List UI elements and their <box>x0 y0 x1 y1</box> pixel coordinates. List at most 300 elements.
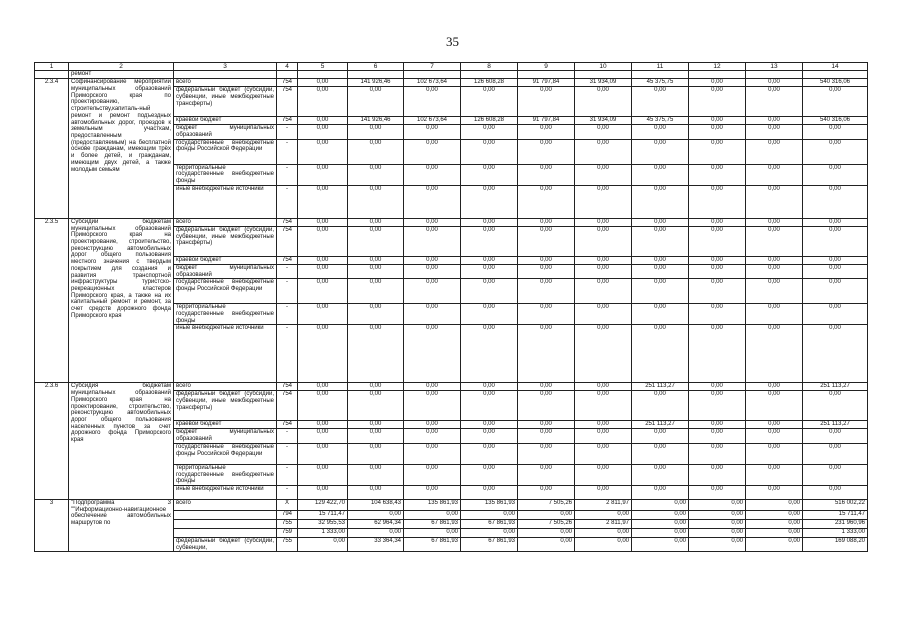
amount-cell: 0,00 <box>689 443 746 464</box>
amount-cell: 0,00 <box>746 139 803 164</box>
amount-cell: 0,00 <box>348 226 404 256</box>
amount-cell: 0,00 <box>632 464 689 485</box>
amount-cell: 251 113,27 <box>803 383 868 391</box>
amount-cell: 0,00 <box>348 429 404 443</box>
amount-cell: 0,00 <box>348 304 404 325</box>
amount-cell: 0,00 <box>746 391 803 421</box>
item-number: 2.3.5 <box>35 218 69 383</box>
column-header: 14 <box>803 63 868 71</box>
amount-cell: 135 861,93 <box>404 500 461 511</box>
amount-cell: 0,00 <box>518 421 575 429</box>
amount-cell: 0,00 <box>689 486 746 500</box>
amount-cell: 540 316,06 <box>803 79 868 87</box>
funding-source: бюджет муниципальных образований <box>174 264 277 278</box>
amount-cell: 0,00 <box>298 218 348 226</box>
amount-cell: 0,00 <box>404 486 461 500</box>
column-header: 7 <box>404 63 461 71</box>
funding-source: иные внебюджетные источники <box>174 185 277 218</box>
amount-cell: 0,00 <box>298 304 348 325</box>
amount-cell: 33 364,34 <box>348 538 404 552</box>
amount-cell: 0,00 <box>404 264 461 278</box>
amount-cell: 0,00 <box>404 391 461 421</box>
amount-cell: 102 673,64 <box>404 79 461 87</box>
column-header: 13 <box>746 63 803 71</box>
amount-cell: 0,00 <box>632 256 689 264</box>
department-code: - <box>277 464 298 485</box>
table-row <box>35 218 868 226</box>
amount-cell: 0,00 <box>689 421 746 429</box>
amount-cell: 0,00 <box>689 164 746 185</box>
department-code: - <box>277 304 298 325</box>
amount-cell: 0,00 <box>404 443 461 464</box>
amount-cell: 0,00 <box>575 279 632 304</box>
empty-cell <box>803 71 868 79</box>
funding-source: краевой бюджет <box>174 256 277 264</box>
funding-source: территориальные государственные внебюджетные фонды <box>174 164 277 185</box>
amount-cell: 0,00 <box>746 304 803 325</box>
amount-cell: 0,00 <box>689 429 746 443</box>
amount-cell: 135 861,93 <box>461 500 518 511</box>
department-code: - <box>277 139 298 164</box>
department-code: 754 <box>277 226 298 256</box>
amount-cell: 0,00 <box>746 185 803 218</box>
amount-cell: 0,00 <box>518 464 575 485</box>
department-code: - <box>277 486 298 500</box>
department-code: 754 <box>277 391 298 421</box>
amount-cell: 0,00 <box>689 79 746 87</box>
amount-cell: 0,00 <box>632 538 689 552</box>
amount-cell: 0,00 <box>746 443 803 464</box>
amount-cell: 0,00 <box>404 87 461 117</box>
department-code: - <box>277 264 298 278</box>
department-code: 754 <box>277 117 298 125</box>
amount-cell: 0,00 <box>348 256 404 264</box>
amount-cell: 0,00 <box>461 218 518 226</box>
amount-cell: 0,00 <box>803 486 868 500</box>
funding-source: всего <box>174 218 277 226</box>
amount-cell: 0,00 <box>689 391 746 421</box>
amount-cell: 0,00 <box>632 500 689 511</box>
funding-source: территориальные государственные внебюджетные фонды <box>174 464 277 485</box>
amount-cell: 0,00 <box>689 125 746 139</box>
amount-cell: 0,00 <box>461 325 518 383</box>
amount-cell: 91 797,84 <box>518 117 575 125</box>
amount-cell: 0,00 <box>575 464 632 485</box>
empty-cell <box>298 71 348 79</box>
amount-cell: 0,00 <box>518 256 575 264</box>
amount-cell: 0,00 <box>348 486 404 500</box>
amount-cell: 0,00 <box>689 226 746 256</box>
amount-cell: 0,00 <box>404 511 461 520</box>
amount-cell: 0,00 <box>803 325 868 383</box>
amount-cell: 0,00 <box>298 117 348 125</box>
amount-cell: 0,00 <box>632 125 689 139</box>
amount-cell: 0,00 <box>518 185 575 218</box>
column-header: 4 <box>277 63 298 71</box>
amount-cell: 0,00 <box>298 125 348 139</box>
amount-cell: 0,00 <box>348 87 404 117</box>
amount-cell: 0,00 <box>518 529 575 538</box>
amount-cell: 0,00 <box>632 529 689 538</box>
department-code: - <box>277 429 298 443</box>
funding-source: иные внебюджетные источники <box>174 486 277 500</box>
amount-cell: 231 960,96 <box>803 520 868 529</box>
department-code: - <box>277 185 298 218</box>
amount-cell: 0,00 <box>404 429 461 443</box>
department-code: 755 <box>277 520 298 529</box>
amount-cell: 129 422,70 <box>298 500 348 511</box>
amount-cell: 0,00 <box>803 87 868 117</box>
amount-cell: 0,00 <box>803 218 868 226</box>
amount-cell: 141 926,46 <box>348 79 404 87</box>
department-code: - <box>277 279 298 304</box>
item-description: Софинансирование мероприятий муниципальных образований Приморского края по проектированию, строительству,капиталь-ный ремонт и ремонт подъездных автомобильных дорог, проездов к земельным участкам, предоставленным (предоставляемым) на бесплатной основе гражданам, имеющим трёх и более детей, и гражданам, имеющим двух детей, а также молодым семьям <box>69 79 174 219</box>
funding-source: краевой бюджет <box>174 117 277 125</box>
amount-cell: 0,00 <box>461 383 518 391</box>
amount-cell: 0,00 <box>632 218 689 226</box>
item-description: "Подпрограмма 3 ""Информационно-навигационное обеспечение автомобильных маршрутов по <box>69 500 174 552</box>
amount-cell: 0,00 <box>746 226 803 256</box>
amount-cell: 0,00 <box>632 87 689 117</box>
amount-cell: 0,00 <box>803 185 868 218</box>
amount-cell: 0,00 <box>746 538 803 552</box>
amount-cell: 0,00 <box>298 164 348 185</box>
amount-cell: 126 608,28 <box>461 117 518 125</box>
amount-cell: 0,00 <box>348 391 404 421</box>
amount-cell: 0,00 <box>404 279 461 304</box>
funding-source: территориальные государственные внебюджетные фонды <box>174 304 277 325</box>
amount-cell: 0,00 <box>348 218 404 226</box>
amount-cell: 0,00 <box>518 226 575 256</box>
amount-cell: 0,00 <box>575 511 632 520</box>
amount-cell: 67 861,93 <box>404 538 461 552</box>
amount-cell: 0,00 <box>348 139 404 164</box>
amount-cell: 0,00 <box>348 264 404 278</box>
amount-cell: 0,00 <box>348 443 404 464</box>
amount-cell: 0,00 <box>746 520 803 529</box>
amount-cell: 0,00 <box>689 218 746 226</box>
department-code: 755 <box>277 538 298 552</box>
amount-cell: 0,00 <box>298 185 348 218</box>
amount-cell: 0,00 <box>575 325 632 383</box>
amount-cell: 0,00 <box>298 486 348 500</box>
funding-source <box>174 511 277 520</box>
amount-cell: 0,00 <box>298 87 348 117</box>
column-header: 6 <box>348 63 404 71</box>
amount-cell: 0,00 <box>298 538 348 552</box>
amount-cell: 2 811,97 <box>575 520 632 529</box>
amount-cell: 0,00 <box>689 383 746 391</box>
amount-cell: 0,00 <box>746 256 803 264</box>
amount-cell: 0,00 <box>575 383 632 391</box>
department-code: X <box>277 500 298 511</box>
empty-cell <box>575 71 632 79</box>
column-header: 1 <box>35 63 69 71</box>
amount-cell: 0,00 <box>632 511 689 520</box>
column-header: 12 <box>689 63 746 71</box>
amount-cell: 0,00 <box>632 443 689 464</box>
funding-source <box>174 520 277 529</box>
amount-cell: 0,00 <box>518 125 575 139</box>
funding-source: федеральный бюджет (субсидии, субвенции, иные межбюджетные трансферты) <box>174 226 277 256</box>
amount-cell: 0,00 <box>575 421 632 429</box>
amount-cell: 0,00 <box>461 486 518 500</box>
amount-cell: 0,00 <box>803 139 868 164</box>
amount-cell: 0,00 <box>518 538 575 552</box>
department-code: - <box>277 125 298 139</box>
amount-cell: 0,00 <box>298 464 348 485</box>
amount-cell: 67 861,93 <box>461 520 518 529</box>
header-row <box>35 63 868 71</box>
amount-cell: 0,00 <box>575 87 632 117</box>
amount-cell: 0,00 <box>348 383 404 391</box>
amount-cell: 0,00 <box>575 164 632 185</box>
amount-cell: 0,00 <box>461 443 518 464</box>
department-code: 754 <box>277 421 298 429</box>
amount-cell: 0,00 <box>746 421 803 429</box>
amount-cell: 0,00 <box>518 304 575 325</box>
amount-cell: 0,00 <box>518 164 575 185</box>
funding-source: всего <box>174 383 277 391</box>
amount-cell: 0,00 <box>518 264 575 278</box>
amount-cell: 0,00 <box>575 125 632 139</box>
amount-cell: 141 926,46 <box>348 117 404 125</box>
amount-cell: 0,00 <box>575 256 632 264</box>
amount-cell: 0,00 <box>298 226 348 256</box>
funding-source: федеральный бюджет (субсидии, субвенции, иные межбюджетные трансферты) <box>174 87 277 117</box>
amount-cell: 0,00 <box>746 218 803 226</box>
amount-cell: 0,00 <box>689 256 746 264</box>
amount-cell: 0,00 <box>746 383 803 391</box>
amount-cell: 251 113,27 <box>803 421 868 429</box>
amount-cell: 0,00 <box>298 383 348 391</box>
amount-cell: 0,00 <box>575 529 632 538</box>
empty-cell <box>461 71 518 79</box>
funding-source: краевой бюджет <box>174 421 277 429</box>
amount-cell: 32 955,53 <box>298 520 348 529</box>
amount-cell: 0,00 <box>404 529 461 538</box>
amount-cell: 0,00 <box>632 164 689 185</box>
empty-cell <box>689 71 746 79</box>
amount-cell: 0,00 <box>746 511 803 520</box>
amount-cell: 0,00 <box>575 264 632 278</box>
amount-cell: 67 861,93 <box>461 538 518 552</box>
amount-cell: 0,00 <box>348 529 404 538</box>
amount-cell: 0,00 <box>632 325 689 383</box>
amount-cell: 0,00 <box>746 464 803 485</box>
carry-over-text: ремонт <box>69 71 174 79</box>
amount-cell: 0,00 <box>746 279 803 304</box>
amount-cell: 0,00 <box>632 279 689 304</box>
item-number: 2.3.6 <box>35 383 69 500</box>
amount-cell: 0,00 <box>575 486 632 500</box>
amount-cell: 0,00 <box>518 391 575 421</box>
amount-cell: 0,00 <box>461 279 518 304</box>
amount-cell: 0,00 <box>518 443 575 464</box>
department-code: - <box>277 443 298 464</box>
amount-cell: 0,00 <box>404 464 461 485</box>
amount-cell: 0,00 <box>298 279 348 304</box>
amount-cell: 0,00 <box>298 391 348 421</box>
empty-cell <box>35 71 69 79</box>
empty-cell <box>632 71 689 79</box>
amount-cell: 0,00 <box>803 429 868 443</box>
amount-cell: 0,00 <box>746 264 803 278</box>
column-header: 8 <box>461 63 518 71</box>
department-code: - <box>277 325 298 383</box>
amount-cell: 0,00 <box>575 429 632 443</box>
amount-cell: 7 505,26 <box>518 500 575 511</box>
amount-cell: 1 333,00 <box>803 529 868 538</box>
amount-cell: 0,00 <box>575 443 632 464</box>
empty-cell <box>404 71 461 79</box>
amount-cell: 0,00 <box>518 511 575 520</box>
table-row <box>35 383 868 391</box>
amount-cell: 0,00 <box>689 520 746 529</box>
amount-cell: 0,00 <box>803 226 868 256</box>
amount-cell: 31 934,09 <box>575 79 632 87</box>
amount-cell: 0,00 <box>746 87 803 117</box>
amount-cell: 0,00 <box>461 164 518 185</box>
amount-cell: 0,00 <box>348 125 404 139</box>
funding-source: федеральный бюджет (субсидии, субвенции, иные межбюджетные трансферты) <box>174 391 277 421</box>
amount-cell: 0,00 <box>689 117 746 125</box>
funding-source: федеральный бюджет (субсидии, субвенции, <box>174 538 277 552</box>
amount-cell: 0,00 <box>803 125 868 139</box>
amount-cell: 0,00 <box>461 256 518 264</box>
column-header: 2 <box>69 63 174 71</box>
item-description: Субсидии бюджетам муниципальных образований Приморского края на проектирование, строительство, реконструкцию автомобильных дорог общего пользования местного значения с твердым покрытием для создания и развития транспортной инфраструктуры туристско- рекреационных кластеров Приморского края, а также на их капитальный ремонт и ремонт, за счет средств дорожного фонда Приморского края <box>69 218 174 383</box>
funding-source: бюджет муниципальных образований <box>174 429 277 443</box>
amount-cell: 0,00 <box>518 325 575 383</box>
funding-source: всего <box>174 79 277 87</box>
department-code: 759 <box>277 529 298 538</box>
amount-cell: 0,00 <box>746 486 803 500</box>
amount-cell: 516 002,22 <box>803 500 868 511</box>
amount-cell: 0,00 <box>348 464 404 485</box>
amount-cell: 91 797,84 <box>518 79 575 87</box>
amount-cell: 0,00 <box>689 464 746 485</box>
amount-cell: 0,00 <box>348 279 404 304</box>
amount-cell: 0,00 <box>746 500 803 511</box>
amount-cell: 62 964,34 <box>348 520 404 529</box>
column-header: 5 <box>298 63 348 71</box>
amount-cell: 0,00 <box>689 325 746 383</box>
budget-table <box>34 62 868 552</box>
amount-cell: 0,00 <box>404 185 461 218</box>
amount-cell: 0,00 <box>461 429 518 443</box>
item-number: 3 <box>35 500 69 552</box>
amount-cell: 0,00 <box>298 429 348 443</box>
amount-cell: 0,00 <box>632 391 689 421</box>
amount-cell: 0,00 <box>632 304 689 325</box>
amount-cell: 15 711,47 <box>803 511 868 520</box>
amount-cell: 0,00 <box>689 511 746 520</box>
amount-cell: 0,00 <box>803 256 868 264</box>
amount-cell: 102 673,64 <box>404 117 461 125</box>
amount-cell: 0,00 <box>518 87 575 117</box>
amount-cell: 7 505,26 <box>518 520 575 529</box>
column-header: 3 <box>174 63 277 71</box>
amount-cell: 0,00 <box>461 226 518 256</box>
amount-cell: 0,00 <box>298 443 348 464</box>
amount-cell: 0,00 <box>298 139 348 164</box>
amount-cell: 0,00 <box>298 79 348 87</box>
amount-cell: 0,00 <box>404 226 461 256</box>
amount-cell: 0,00 <box>461 185 518 218</box>
amount-cell: 0,00 <box>348 325 404 383</box>
amount-cell: 0,00 <box>689 279 746 304</box>
amount-cell: 0,00 <box>575 218 632 226</box>
amount-cell: 0,00 <box>348 185 404 218</box>
item-description: Субсидия бюджетам муниципальных образований Приморского края на проектирование, строительство, реконструкцию автомобильных дорог общего пользования населенных пунктов за счет дорожного фонда Приморского края <box>69 383 174 500</box>
amount-cell: 540 316,06 <box>803 117 868 125</box>
empty-cell <box>518 71 575 79</box>
carry-over-row <box>35 71 868 79</box>
column-header: 11 <box>632 63 689 71</box>
amount-cell: 0,00 <box>746 79 803 87</box>
amount-cell: 251 113,27 <box>632 421 689 429</box>
amount-cell: 0,00 <box>404 139 461 164</box>
amount-cell: 15 711,47 <box>298 511 348 520</box>
column-header: 9 <box>518 63 575 71</box>
amount-cell: 0,00 <box>803 279 868 304</box>
amount-cell: 0,00 <box>575 226 632 256</box>
amount-cell: 0,00 <box>518 218 575 226</box>
amount-cell: 31 934,09 <box>575 117 632 125</box>
funding-source: бюджет муниципальных образований <box>174 125 277 139</box>
amount-cell: 0,00 <box>575 538 632 552</box>
amount-cell: 0,00 <box>348 511 404 520</box>
amount-cell: 0,00 <box>404 218 461 226</box>
empty-cell <box>348 71 404 79</box>
department-code: 754 <box>277 79 298 87</box>
amount-cell: 0,00 <box>689 185 746 218</box>
amount-cell: 0,00 <box>803 443 868 464</box>
amount-cell: 0,00 <box>461 511 518 520</box>
department-code: - <box>277 164 298 185</box>
amount-cell: 0,00 <box>575 391 632 421</box>
amount-cell: 0,00 <box>461 391 518 421</box>
amount-cell: 0,00 <box>803 164 868 185</box>
amount-cell: 0,00 <box>404 125 461 139</box>
amount-cell: 0,00 <box>689 264 746 278</box>
amount-cell: 0,00 <box>803 391 868 421</box>
amount-cell: 126 608,28 <box>461 79 518 87</box>
funding-source: всего <box>174 500 277 511</box>
amount-cell: 0,00 <box>689 139 746 164</box>
amount-cell: 0,00 <box>632 520 689 529</box>
funding-source <box>174 529 277 538</box>
amount-cell: 0,00 <box>518 486 575 500</box>
amount-cell: 0,00 <box>298 325 348 383</box>
amount-cell: 0,00 <box>461 464 518 485</box>
amount-cell: 0,00 <box>746 117 803 125</box>
amount-cell: 0,00 <box>404 164 461 185</box>
amount-cell: 0,00 <box>575 304 632 325</box>
amount-cell: 0,00 <box>632 226 689 256</box>
empty-cell <box>174 71 277 79</box>
amount-cell: 0,00 <box>348 421 404 429</box>
amount-cell: 0,00 <box>575 139 632 164</box>
amount-cell: 0,00 <box>746 529 803 538</box>
amount-cell: 0,00 <box>689 500 746 511</box>
amount-cell: 0,00 <box>461 304 518 325</box>
amount-cell: 0,00 <box>461 125 518 139</box>
empty-cell <box>277 71 298 79</box>
department-code: 754 <box>277 383 298 391</box>
funding-source: государственные внебюджетные фонды Российской Федерации <box>174 443 277 464</box>
